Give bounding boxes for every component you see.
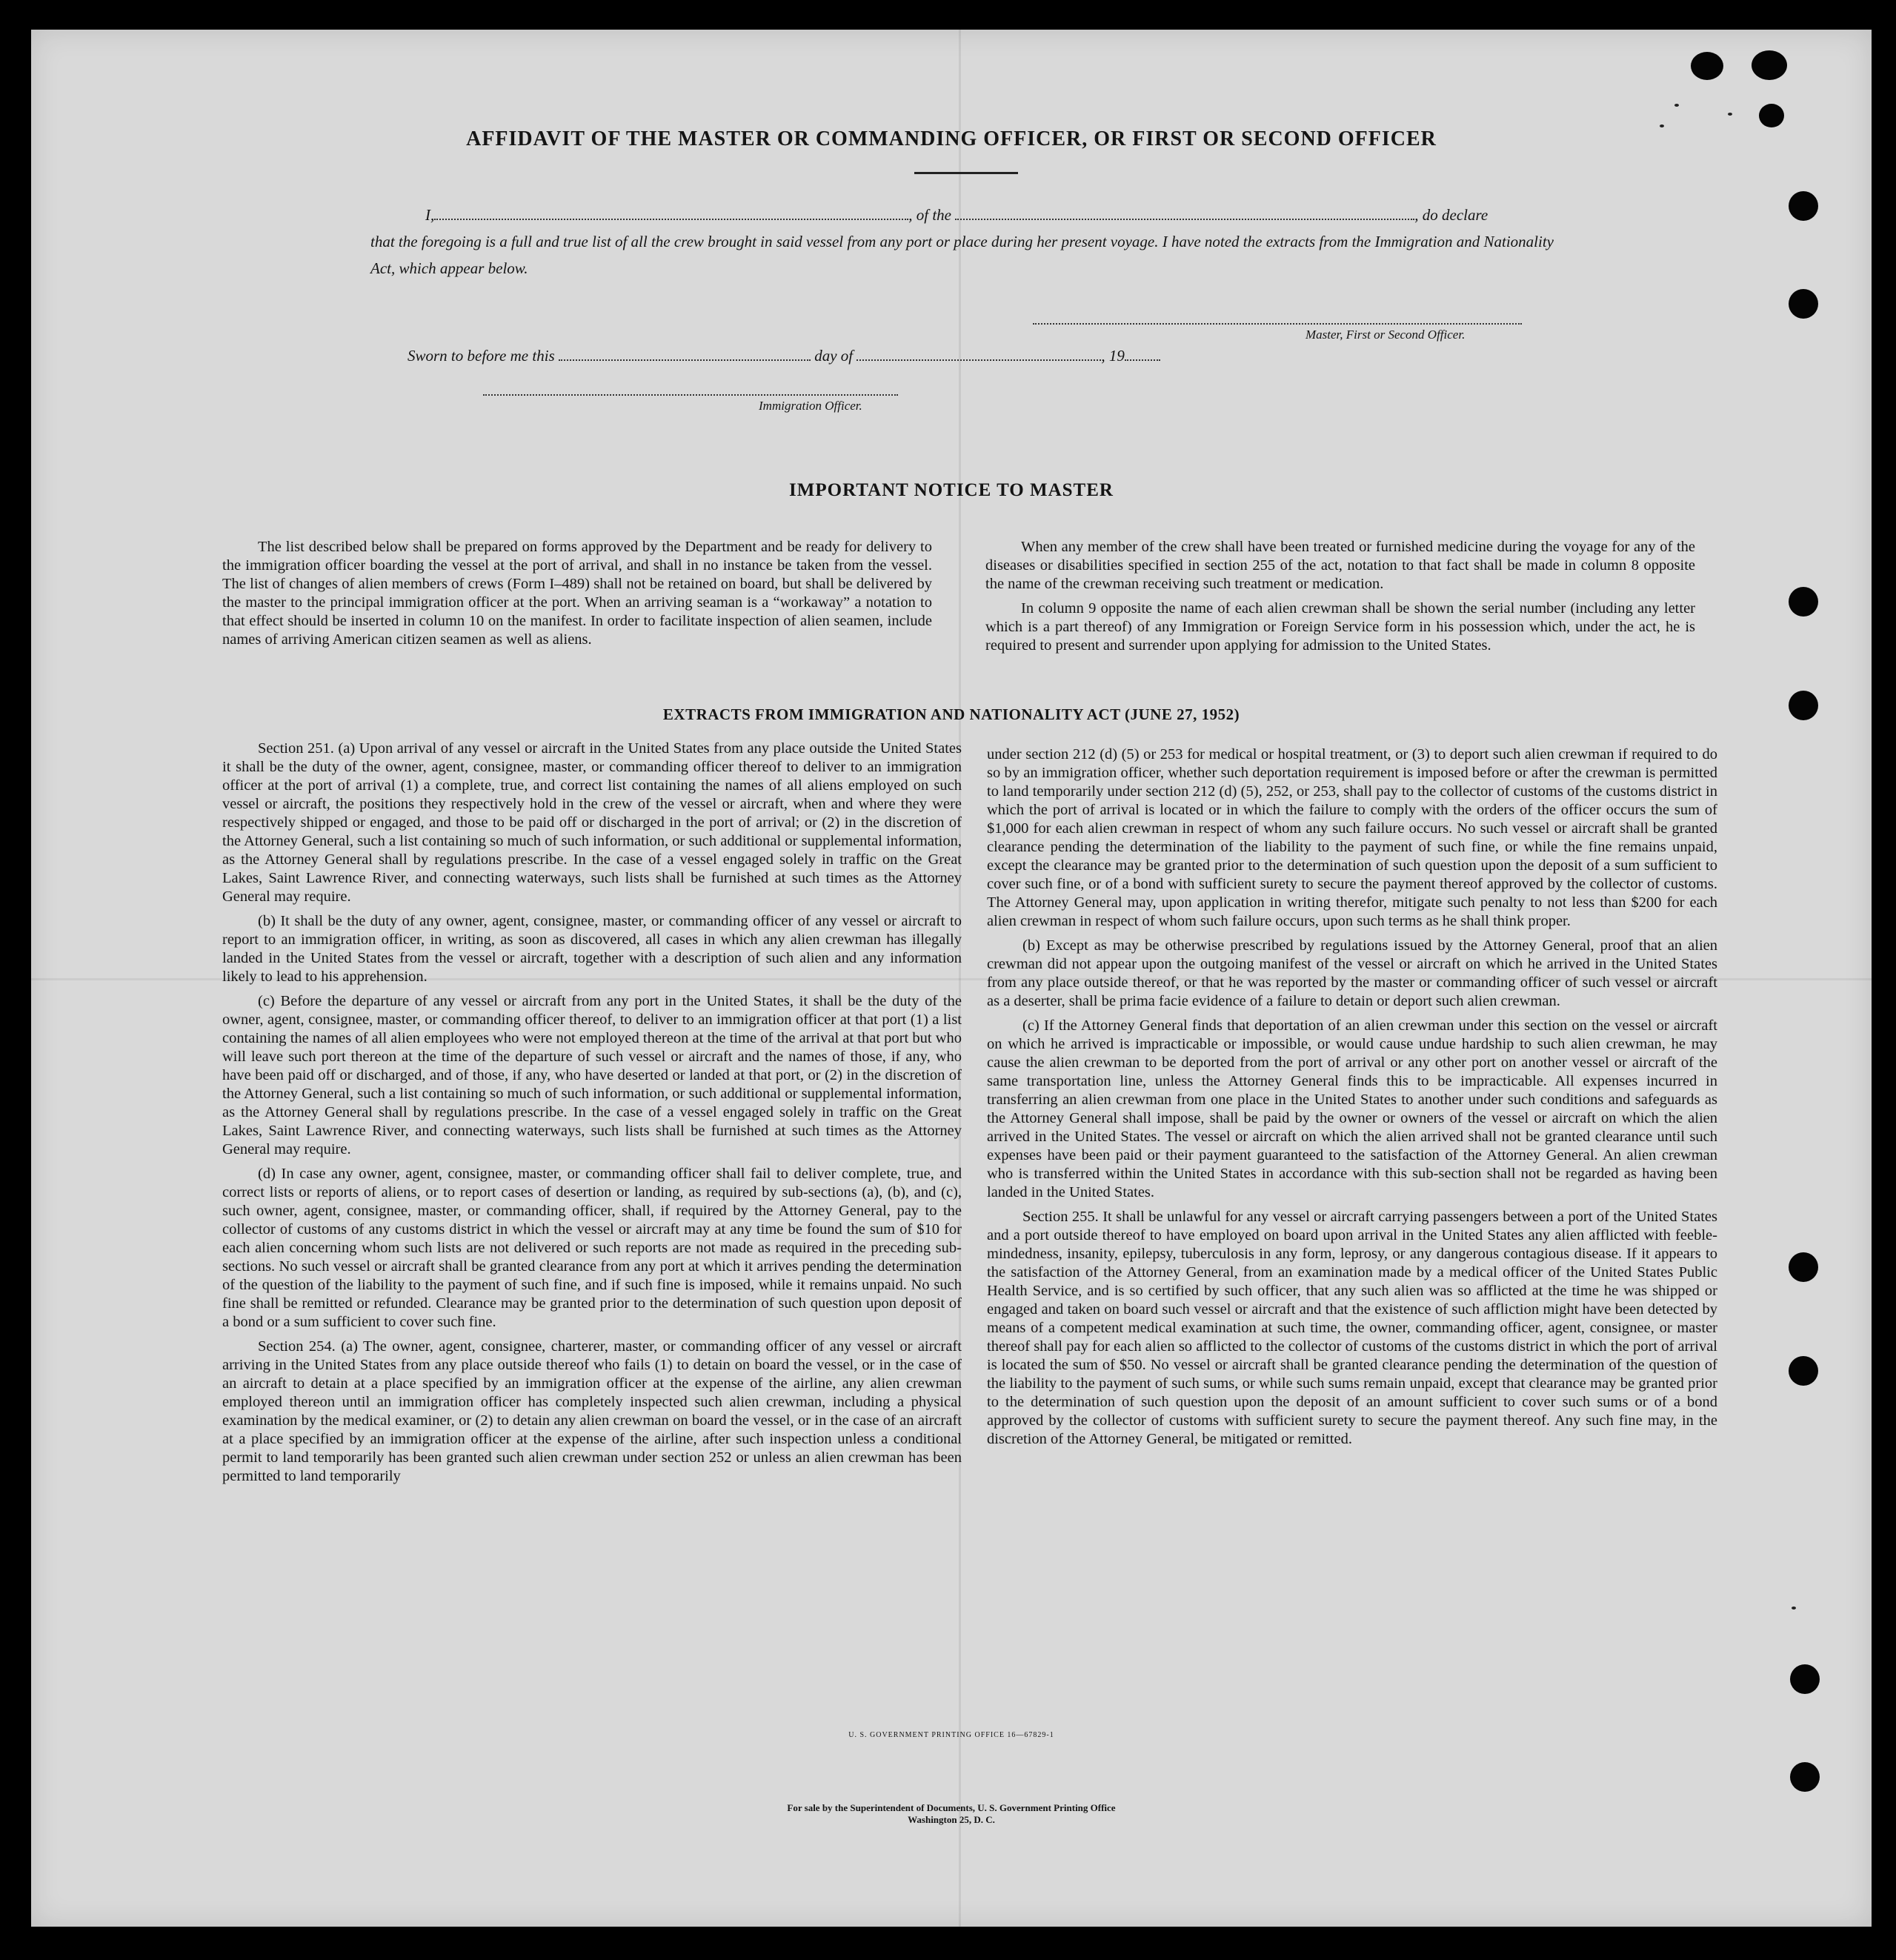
speck: [1674, 104, 1679, 107]
extracts-left-column: [222, 740, 962, 1492]
punch-hole: [1789, 191, 1818, 221]
officer-signature-line[interactable]: [483, 394, 898, 396]
sworn-year-blank[interactable]: [1125, 349, 1160, 361]
section-251b: (b) It shall be the duty of any owner, agent, consignee, master, or commanding officer of any vessel or aircraft to report to an immigration officer, in writing, as soon as discovered, all cases in which any alien crewman has illegally landed in the United States from the vessel or aircraft, together with a description of such alien and any information likely to lead to his apprehension.: [222, 913, 962, 985]
title-rule: [914, 172, 1018, 174]
section-251d: (d) In case any owner, agent, consignee, master, or commanding officer shall fail to deliver complete, true, and correct lists or reports of aliens, or to report cases of desertion or landing, as required by sub-sections (a), (b), and (c), such owner, agent, consignee, master, or commanding officer, shall, if required by the Attorney General, pay to the collector of customs of any customs district in which the vessel or aircraft may at any time be found the sum of $10 for each alien concerning whom such lists are not delivered or such reports are not made as required in the preceding sub-sections. No such vessel or aircraft shall be granted clearance from any port at which it arrives pending the determination of the question of the liability to the payment of such fine, and if such fine is imposed, while it remains unpaid. No such fine shall be remitted or refunded. Clearance may be granted prior to the determination of such question upon deposit of a bond or a sum sufficient to cover such fine.: [222, 1166, 962, 1330]
punch-hole: [1789, 1356, 1818, 1386]
punch-hole: [1752, 50, 1787, 80]
master-signature-caption: Master, First or Second Officer.: [1305, 328, 1466, 342]
punch-hole: [1790, 1762, 1820, 1792]
notice-right-column: [985, 538, 1695, 661]
sale-notice: [31, 1802, 1872, 1826]
punch-hole: [1691, 52, 1723, 80]
notice-title: IMPORTANT NOTICE TO MASTER: [789, 480, 1114, 500]
speck: [1792, 1607, 1796, 1609]
sworn-date-blank[interactable]: [559, 349, 811, 361]
officer-signature-caption: Immigration Officer.: [759, 399, 862, 413]
declaration-line: [425, 206, 1488, 225]
master-signature-line[interactable]: [1033, 323, 1522, 325]
section-254a: Section 254. (a) The owner, agent, consignee, charterer, master, or commanding officer of any vessel or aircraft arriving in the United States from any place outside thereof who fails (1) to detain on board the vessel, or in the case of an aircraft to detain at a place specified by an immigration officer at the expense of the airline, any alien crewman employed thereon until an immigration officer has completely inspected such alien crewman, including a physical examination by the medical examiner, or (2) to detain any alien crewman on board the vessel, or in the case of an aircraft at a place specified by an immigration officer at the expense of the airline, after such inspection unless a conditional permit to land temporarily has been granted such alien crewman under section 252 or unless an alien crewman has been permitted to land temporarily: [222, 1338, 962, 1484]
section-255: Section 255. It shall be unlawful for any vessel or aircraft carrying passengers between a port of the United States and a port outside thereof to have employed on board upon arrival in the United States any alien afflicted with feeble-mindedness, insanity, epilepsy, tuberculosis in any form, leprosy, or any dangerous contagious disease. If it appears to the satisfaction of the Attorney General, from an examination made by a medical officer of the United States Public Health Service, and is so certified by such officer, that any such alien was so afflicted at the time he was shipped or engaged and taken on board such vessel or aircraft and that the existence of such affliction might have been detected by means of a competent medical examination at such time, the owner, commanding officer, agent, consignee, or master thereof shall pay for each alien so afflicted to the collector of customs of the customs district in which the port of arrival is located the sum of $50. No vessel or aircraft shall be granted clearance pending the determination of the question of the liability to the payment of such sums, or while such sums remain unpaid, except that clearance may be granted prior to the determination of such question upon the deposit of an amount sufficient to cover such sums or of a bond approved by the collector of customs with sufficient surety to secure the payment thereof. Any such fine may, in the discretion of the Attorney General, be mitigated or remitted.: [987, 1209, 1717, 1447]
section-254c: (c) If the Attorney General finds that deportation of an alien crewman under this section on the vessel or aircraft on which he arrived is impracticable or impossible, or would cause undue hardship to such alien crewman, he may cause the alien crewman to be deported from the port of arrival or any other port on another vessel or aircraft of the same transportation line, unless the Attorney General finds this to be impracticable. All expenses incurred in transferring an alien crewman from one place in the United States to another under such conditions and safeguards as the Attorney General shall impose, shall be paid by the owner or owners of the vessel or aircraft on which the alien arrived in the United States. The vessel or aircraft on which the alien arrived shall not be granted clearance until such expenses have been paid or their payment guaranteed to the satisfaction of the Attorney General. An alien crewman who is transferred within the United States in accordance with this sub-section shall not be regarded as having been landed in the United States.: [987, 1017, 1717, 1200]
notice-paragraph: The list described below shall be prepared on forms approved by the Department and be ready for delivery to the immigration officer boarding the vessel at the port of arrival, and shall in no instance be taken from the vessel. The list of changes of alien members of crews (Form I–489) shall not be retained on board, but shall be delivered by the master to the principal immigration officer at the port. When an arriving seaman is a “workaway” a notation to that effect should be inserted in column 10 on the manifest. In order to facilitate inspection of alien seamen, include names of arriving American citizen seamen as well as aliens.: [222, 539, 932, 648]
affidavit-title: AFFIDAVIT OF THE MASTER OR COMMANDING OFFICER, OR FIRST OR SECOND OFFICER: [466, 127, 1437, 150]
notice-paragraph: When any member of the crew shall have been treated or furnished medicine during the voyage for any of the diseases or disabilities specified in section 255 of the act, notation to that fact shall be made in column 8 opposite the name of the crewman receiving such treatment or medication.: [985, 539, 1695, 592]
vessel-blank[interactable]: [955, 208, 1414, 220]
declaration-statement: that the foregoing is a full and true list of all the crew brought in said vessel from any port or place during her present voyage. I have noted the extracts from the Immigration and Nationality Act, which appear below.: [370, 233, 1554, 277]
sale-line-2: Washington 25, D. C.: [908, 1814, 995, 1825]
notice-left-column: [222, 538, 932, 655]
section-254b: (b) Except as may be otherwise prescribed by regulations issued by the Attorney General, proof that an alien crewman did not appear upon the outgoing manifest of the vessel or aircraft on which he arrived in the United States from any place outside thereof, or that he was reported by the master or commanding officer of such vessel or aircraft as a deserter, shall be prima facie evidence of a failure to detain or deport such alien crewman.: [987, 937, 1717, 1009]
sworn-line: [408, 347, 1160, 365]
declaration-of-the: , of the: [908, 206, 951, 224]
punch-hole: [1789, 289, 1818, 319]
section-251a: Section 251. (a) Upon arrival of any vessel or aircraft in the United States from any place outside the United States it shall be the duty of the owner, agent, consignee, master, or commanding officer thereof to deliver to an immigration officer at the port of arrival (1) a complete, true, and correct list containing the names of all aliens employed on such vessel or aircraft, the positions they respectively hold in the crew of the vessel or aircraft, when and where they were respectively shipped or engaged, and those to be paid off or discharged in the port of arrival; or (2) in the discretion of the Attorney General, such a list containing so much of such information, or such additional or supplemental information, as the Attorney General shall by regulations prescribe. In the case of a vessel engaged solely in traffic on the Great Lakes, Saint Lawrence River, and connecting waterways, such lists shall be furnished at such times as the Attorney General may require.: [222, 740, 962, 905]
declaration-i: I,: [425, 206, 435, 224]
section-254a-continued: under section 212 (d) (5) or 253 for medical or hospital treatment, or (3) to deport such alien crewman if required to do so by an immigration officer, whether such deportation requirement is imposed before or after the crewman is permitted to land temporarily under section 212 (d) (5), 252, or 253, shall pay to the collector of customs of the customs district in which the port of arrival is located or in which the failure to comply with the orders of the officer occurs the sum of $1,000 for each alien crewman in respect of whom any such failure occurs. No such vessel or aircraft shall be granted clearance pending the determination of the liability to the payment of such fine, or while the fine remains unpaid, except the clearance may be granted prior to the determination of such question upon the deposit of a sum sufficient to cover such fine, or of a bond with sufficient surety to secure the payment thereof approved by the collector of customs. The Attorney General may, upon application in writing therefor, mitigate such penalty to not less than $200 for each alien crewman in respect of whom such failure occurs, upon such terms as he shall think proper.: [987, 746, 1717, 929]
punch-hole: [1789, 587, 1818, 617]
punch-hole: [1759, 104, 1784, 127]
sworn-month-blank[interactable]: [856, 349, 1101, 361]
punch-hole: [1789, 1252, 1818, 1282]
document-page: [31, 30, 1872, 1927]
section-251c: (c) Before the departure of any vessel or aircraft from any port in the United States, it shall be the duty of the owner, agent, consignee, master, or commanding officer thereof, to deliver to an immigration officer at that port (1) a list containing the names of all alien employees who were not employed thereon at the time of the arrival at that port but who will leave such port thereon at the time of the departure of such vessel or aircraft and the names of those, if any, who have been paid off or discharged, and of those, if any, who have deserted or landed at that port, or (2) in the discretion of the Attorney General, such a list containing so much of such information, or such additional or supplemental information, as the Attorney General shall by regulations prescribe. In the case of a vessel engaged solely in traffic on the Great Lakes, Saint Lawrence River, and connecting waterways, such lists shall be furnished at such times as the Attorney General may require.: [222, 993, 962, 1157]
printing-office-line: U. S. GOVERNMENT PRINTING OFFICE 16—67829-1: [848, 1731, 1054, 1739]
declaration-do-declare: , do declare: [1414, 206, 1488, 224]
extracts-right-column: [987, 745, 1717, 1455]
sworn-prefix: Sworn to before me this: [408, 347, 555, 365]
extracts-title: EXTRACTS FROM IMMIGRATION AND NATIONALITY ACT (JUNE 27, 1952): [662, 705, 1240, 723]
sworn-year: , 19: [1101, 347, 1125, 365]
notice-paragraph: In column 9 opposite the name of each alien crewman shall be shown the serial number (including any letter which is a part thereof) of any Immigration or Foreign Service form in his possession which, under the act, he is required to present and surrender upon applying for admission to the United States.: [985, 600, 1695, 654]
punch-hole: [1790, 1664, 1820, 1694]
sale-line-1: For sale by the Superintendent of Documents, U. S. Government Printing Office: [787, 1802, 1116, 1813]
name-blank[interactable]: [434, 208, 908, 220]
sworn-day-of: day of: [814, 347, 854, 365]
speck: [1728, 113, 1732, 116]
